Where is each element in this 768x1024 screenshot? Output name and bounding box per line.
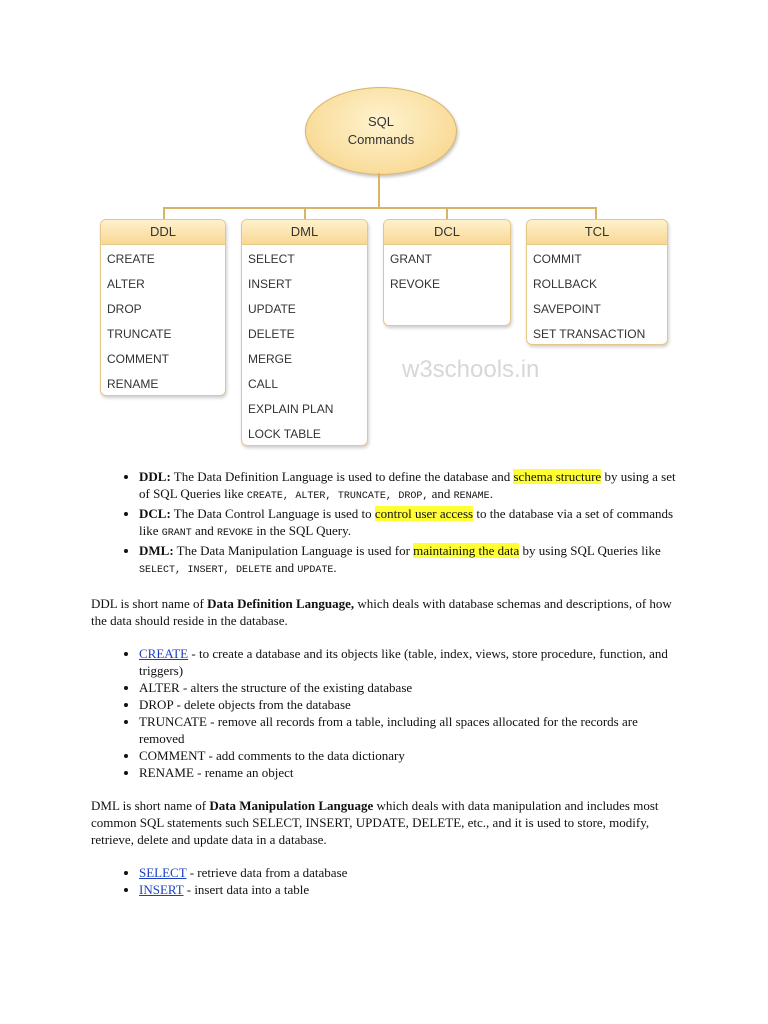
- text: to the database via a set of commands like: [139, 506, 674, 538]
- connector-horizontal: [163, 207, 596, 209]
- code: RENAME: [453, 491, 490, 502]
- box-ddl: [100, 219, 226, 396]
- highlight: schema structure: [513, 469, 602, 484]
- text: by using a set of SQL Queries like: [139, 469, 676, 501]
- list-item: • COMMENT - add comments to the data dictionary: [139, 747, 681, 764]
- create-link[interactable]: CREATE: [139, 646, 189, 661]
- text: which deals with data manipulation and includes most common SQL statements such SELECT, INSERT, UPDATE, DELETE, etc., and it is used to store, modify, retrieve, delete and update data in a database.: [91, 798, 659, 847]
- box-ddl-item: RENAME: [107, 377, 159, 391]
- list-item: • ALTER - alters the structure of the existing database: [139, 679, 681, 696]
- connector-root: [378, 173, 380, 208]
- text: - retrieve data from a database: [186, 865, 348, 880]
- term: DDL:: [139, 469, 171, 484]
- box-dml-item: UPDATE: [248, 302, 296, 316]
- box-dml-item: CALL: [248, 377, 279, 391]
- term: DCL:: [139, 506, 171, 521]
- box-ddl-item: ALTER: [107, 277, 145, 291]
- code: TRUNCATE,: [337, 491, 392, 502]
- box-dml-item: LOCK TABLE: [248, 427, 321, 441]
- box-dml-item: MERGE: [248, 352, 293, 366]
- diagram-root-label: SQL Commands: [347, 114, 415, 147]
- bold-term: Data Manipulation Language: [209, 798, 374, 813]
- box-dml-item: SELECT: [248, 252, 295, 266]
- text: and: [272, 560, 298, 575]
- box-ddl-item: TRUNCATE: [107, 327, 172, 341]
- text: .: [489, 486, 493, 501]
- dml-commands-list: [91, 864, 681, 898]
- box-dml-item: EXPLAIN PLAN: [248, 402, 334, 416]
- code: DELETE: [236, 565, 273, 576]
- box-dcl-item: REVOKE: [390, 277, 441, 291]
- select-link[interactable]: SELECT: [139, 865, 187, 880]
- list-item: [139, 645, 681, 679]
- box-ddl-item: COMMENT: [107, 352, 169, 366]
- dml-paragraph: [91, 797, 681, 848]
- box-ddl-item: CREATE: [107, 252, 155, 266]
- definitions-list: [91, 468, 681, 579]
- highlight: control user access: [374, 506, 474, 521]
- definition-ddl: [139, 468, 681, 505]
- definition-dcl: [139, 505, 681, 542]
- box-dcl-title: DCL: [384, 220, 510, 245]
- text: DDL is short name of: [91, 596, 208, 611]
- box-tcl-title: TCL: [527, 220, 667, 245]
- list-item: • TRUNCATE - remove all records from a table, including all spaces allocated for the records are removed: [139, 713, 681, 747]
- list-item: [139, 881, 681, 898]
- box-dml-item: DELETE: [248, 327, 295, 341]
- list-item: [139, 864, 681, 881]
- text: by using SQL Queries like: [519, 543, 661, 558]
- sql-commands-diagram: [0, 0, 768, 450]
- text: The Data Manipulation Language is used for: [173, 543, 414, 558]
- ddl-paragraph: [91, 595, 681, 629]
- code: REVOKE: [217, 528, 254, 539]
- box-dcl: [383, 219, 511, 326]
- code: DROP,: [398, 491, 429, 502]
- box-tcl: [526, 219, 668, 345]
- connector-dcl: [446, 207, 448, 219]
- box-ddl-title: DDL: [101, 220, 225, 245]
- code: INSERT,: [187, 565, 230, 576]
- text: and: [428, 486, 454, 501]
- ddl-commands-list: [91, 645, 681, 781]
- document-body: [91, 468, 681, 898]
- code: SELECT,: [139, 565, 182, 576]
- term: DML:: [139, 543, 174, 558]
- text: which deals with database schemas and descriptions, of how the data should reside in the database.: [91, 596, 672, 628]
- list-item: • DROP - delete objects from the database: [139, 696, 681, 713]
- connector-tcl: [595, 207, 597, 219]
- box-dml-item: INSERT: [248, 277, 292, 291]
- text: - to create a database and its objects like (table, index, views, store procedure, function, and triggers): [139, 646, 668, 678]
- connector-ddl: [163, 207, 165, 219]
- watermark: w3schools.in: [402, 356, 540, 383]
- box-dcl-item: GRANT: [390, 252, 432, 266]
- code: UPDATE: [297, 565, 334, 576]
- box-tcl-item: SAVEPOINT: [533, 302, 601, 316]
- box-ddl-item: DROP: [107, 302, 142, 316]
- bold-term: Data Definition Language,: [207, 596, 355, 611]
- box-tcl-item: ROLLBACK: [533, 277, 598, 291]
- text: .: [333, 560, 337, 575]
- code: GRANT: [161, 528, 192, 539]
- list-item: • RENAME - rename an object: [139, 764, 681, 781]
- text: and: [191, 523, 218, 538]
- text: The Data Definition Language is used to define the database and: [170, 469, 514, 484]
- highlight: maintaining the data: [413, 543, 520, 558]
- diagram-root-node: [305, 87, 457, 175]
- definition-dml: [139, 542, 681, 579]
- box-tcl-item: COMMIT: [533, 252, 582, 266]
- box-tcl-item: SET TRANSACTION: [533, 327, 646, 341]
- box-dml: [241, 219, 368, 446]
- text: The Data Control Language is used to: [170, 506, 375, 521]
- code: CREATE,: [246, 491, 289, 502]
- connector-dml: [304, 207, 306, 219]
- code: ALTER,: [295, 491, 332, 502]
- text: - insert data into a table: [183, 882, 310, 897]
- text: DML is short name of: [91, 798, 210, 813]
- box-dml-title: DML: [242, 220, 367, 245]
- text: in the SQL Query.: [253, 523, 352, 538]
- insert-link[interactable]: INSERT: [139, 882, 184, 897]
